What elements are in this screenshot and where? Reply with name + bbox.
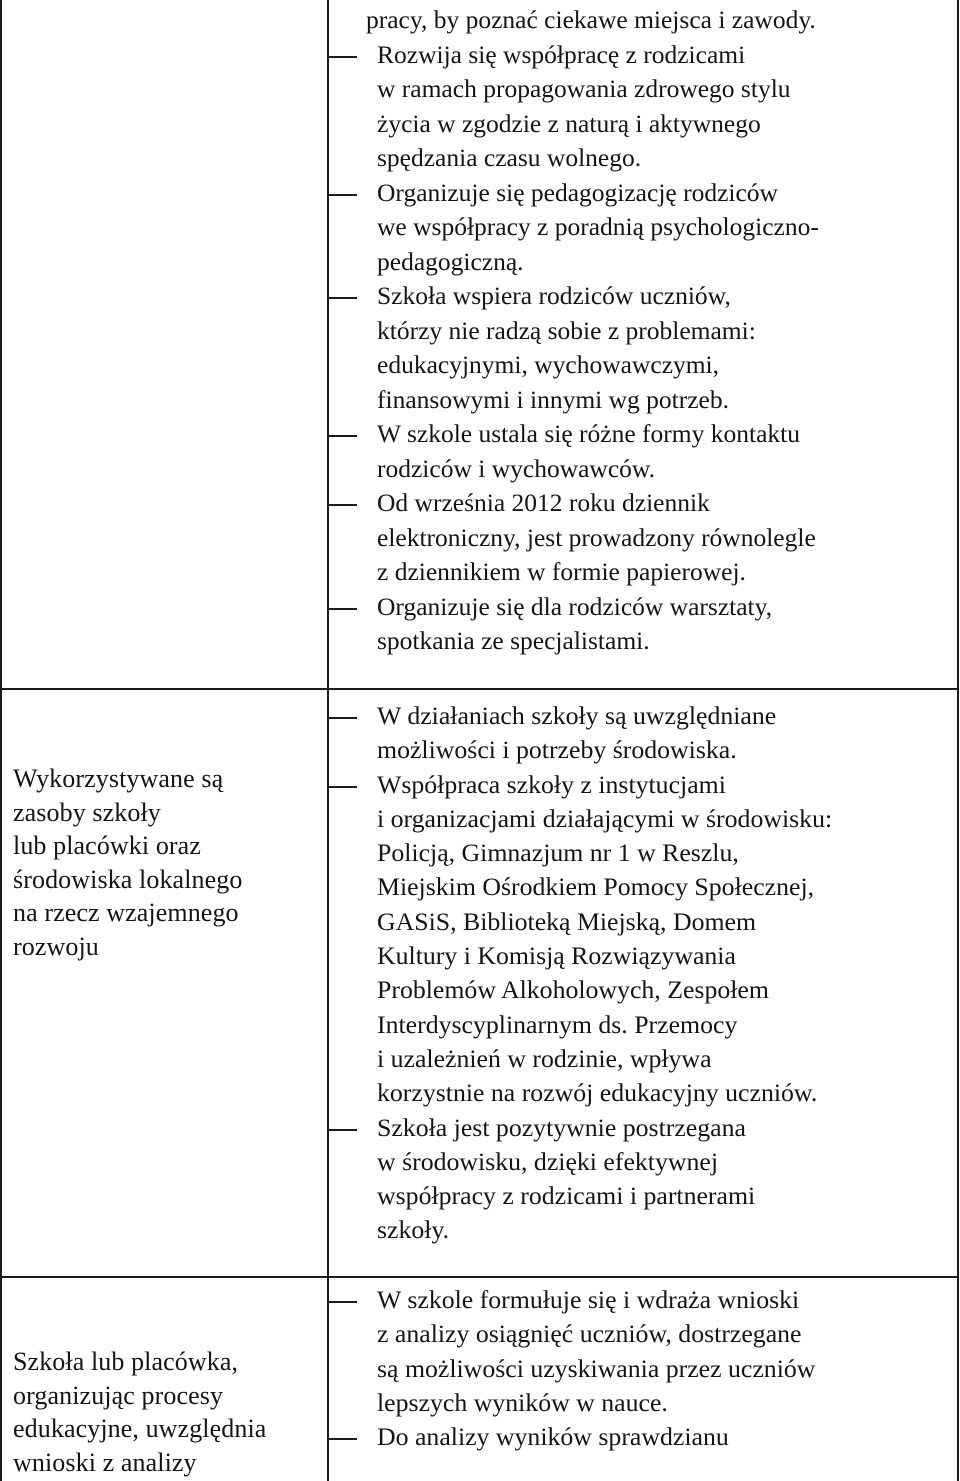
list-item [329, 1420, 958, 1454]
list-item [329, 279, 958, 417]
dash-bullet-icon [329, 590, 357, 624]
text-line: i uzależnień w rodzinie, wpływa [377, 1043, 712, 1073]
text-line: finansowymi i innymi wg potrzeb. [377, 384, 729, 414]
text-line: życia w zgodzie z naturą i aktywnego [377, 108, 761, 138]
row-divider-2 [0, 1276, 959, 1278]
criterion-text-line: Szkoła lub placówka, [13, 1347, 239, 1376]
text-line: spędzania czasu wolnego. [377, 143, 642, 172]
criterion-text-line: edukacyjne, uwzględnia [13, 1414, 267, 1443]
text-line: którzy nie radzą sobie z problemami: [377, 315, 756, 345]
text-line: Policją, Gimnazjum nr 1 w Reszlu, [377, 838, 739, 868]
list-item [329, 486, 958, 590]
criterion-text-line: zasoby szkoły [13, 797, 161, 827]
list-item [329, 768, 958, 1111]
text-line: Organizuje się dla rodziców warsztaty, [377, 591, 773, 621]
criterion-text-line: Wykorzystywane są [13, 764, 224, 793]
dash-bullet-icon [329, 768, 357, 802]
row-divider-1 [0, 688, 959, 690]
list-item [329, 176, 958, 280]
text-line: edukacyjnymi, wychowawczymi, [377, 350, 720, 379]
text-line: spotkania ze specjalistami. [377, 626, 650, 655]
row-1-criterion-cell [2, 0, 327, 688]
text-line: GASiS, Biblioteką Miejską, Domem [377, 906, 757, 936]
dash-bullet-icon [329, 176, 357, 210]
text-line: pracy, by poznać ciekawe miejsca i zawody. [366, 5, 816, 34]
text-line: korzystnie na rozwój edukacyjny uczniów. [377, 1078, 818, 1108]
text-line: możliwości i potrzeby środowiska. [377, 735, 737, 765]
text-line: W szkole ustala się różne formy kontaktu [377, 419, 800, 448]
list-item [329, 1111, 958, 1248]
text-line: Współpraca szkoły z instytucjami [377, 769, 726, 799]
text-line: Szkoła wspiera rodziców uczniów, [377, 281, 731, 310]
dash-bullet-icon [329, 1283, 357, 1317]
text-line: Miejskim Ośrodkiem Pomocy Społecznej, [377, 872, 815, 902]
criterion-text-line: lub placówki oraz [13, 831, 201, 860]
row-3-criterion-cell [2, 1345, 327, 1481]
text-line: we współpracy z poradnią psychologiczno- [377, 212, 819, 241]
text-line: Szkoła jest pozytywnie postrzegana [377, 1112, 746, 1142]
text-line: z dziennikiem w formie papierowej. [377, 557, 746, 586]
text-line: pedagogiczną. [377, 246, 524, 276]
text-line: lepszych wyników w nauce. [377, 1387, 668, 1417]
list-item [329, 699, 958, 768]
text-line: szkoły. [377, 1215, 450, 1245]
text-line: w ramach propagowania zdrowego stylu [377, 74, 791, 103]
text-line: i organizacjami działającymi w środowisku: [377, 803, 833, 833]
list-item [329, 590, 958, 659]
text-line: Kultury i Komisją Rozwiązywania [377, 941, 736, 971]
text-line: Rozwija się współpracę z rodzicami [377, 39, 746, 69]
criterion-text-line: rozwoju [13, 931, 99, 961]
list-item [329, 38, 958, 176]
text-line: W działaniach szkoły są uwzględniane [377, 701, 777, 730]
text-line: W szkole formułuje się i wdraża wnioski [377, 1285, 800, 1314]
row-1-description-cell [329, 3, 958, 688]
dash-bullet-icon [329, 279, 357, 313]
text-line: Organizuje się pedagogizację rodziców [377, 177, 778, 207]
list-item [329, 1283, 958, 1420]
text-line: w środowisku, dzięki efektywnej [377, 1146, 719, 1176]
criterion-text-line: organizując procesy [13, 1380, 224, 1410]
row-2-description-cell [329, 699, 958, 1276]
text-line: Interdyscyplinarnym ds. Przemocy [377, 1009, 738, 1039]
list-item [329, 417, 958, 486]
text-line: z analizy osiągnięć uczniów, dostrzegane [377, 1319, 802, 1349]
dash-bullet-icon [329, 1111, 357, 1145]
criterion-text-line: środowiska lokalnego [13, 864, 243, 894]
dash-bullet-icon [329, 1420, 357, 1454]
dash-bullet-icon [329, 417, 357, 451]
dash-bullet-icon [329, 699, 357, 733]
row-3-description-cell [329, 1283, 958, 1481]
criterion-text-line: wnioski z analizy [13, 1447, 197, 1477]
text-line: Od września 2012 roku dziennik [377, 488, 710, 517]
dash-bullet-icon [329, 486, 357, 520]
row-2-criterion-cell [2, 762, 327, 1276]
continuation-text [329, 3, 958, 38]
text-line: są możliwości uzyskiwania przez uczniów [377, 1353, 816, 1383]
text-line: Problemów Alkoholowych, Zespołem [377, 975, 769, 1005]
text-line: Do analizy wyników sprawdzianu [377, 1422, 729, 1452]
dash-bullet-icon [329, 38, 357, 72]
text-line: rodziców i wychowawców. [377, 453, 656, 483]
text-line: współpracy z rodzicami i partnerami [377, 1181, 756, 1211]
text-line: elektroniczny, jest prowadzony równolegle [377, 522, 816, 552]
criterion-text-line: na rzecz wzajemnego [13, 898, 239, 927]
